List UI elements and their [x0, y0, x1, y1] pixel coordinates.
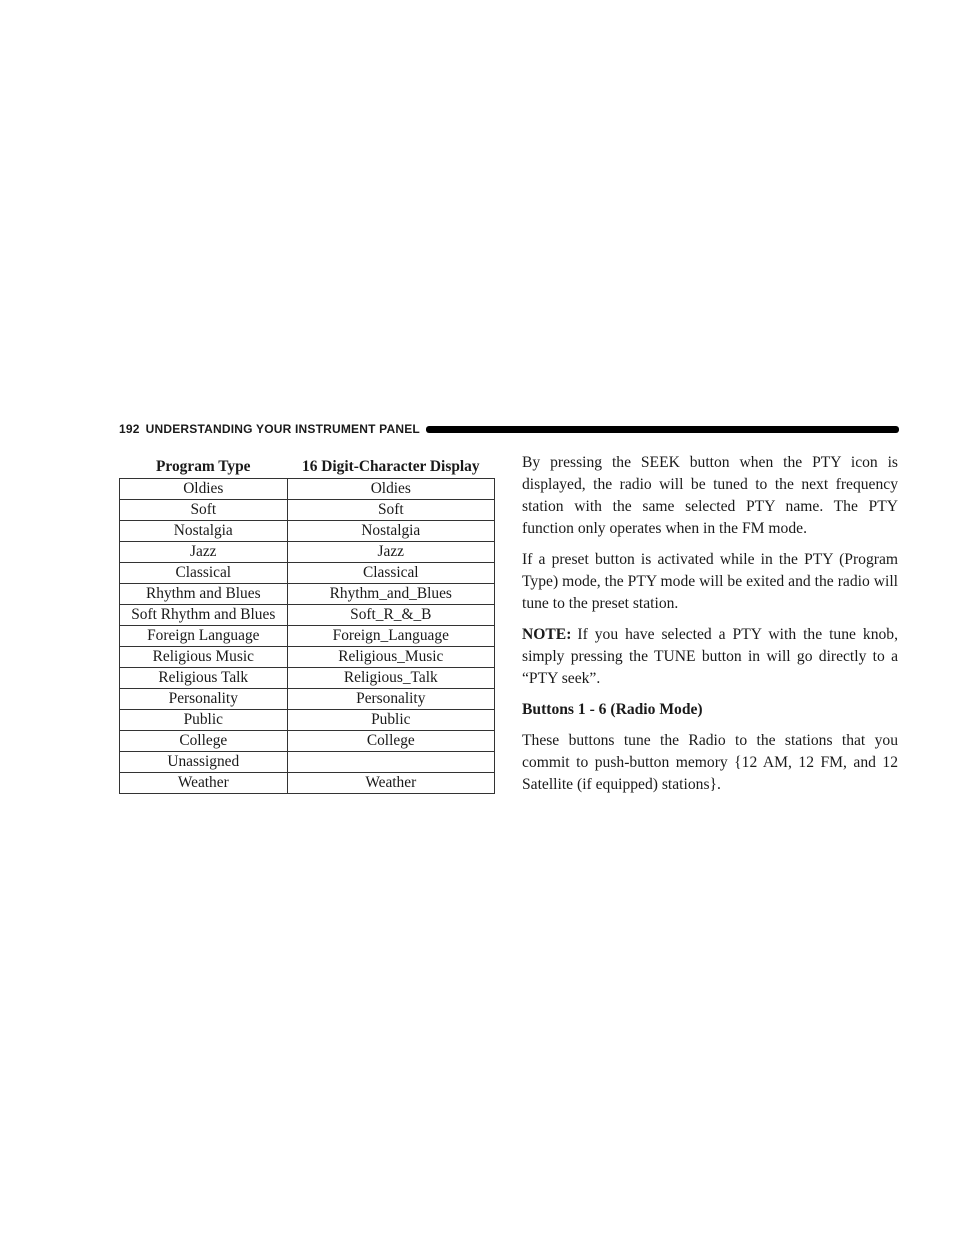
display-cell: Religious_Music — [287, 647, 494, 668]
display-cell: Rhythm_and_Blues — [287, 584, 494, 605]
program-type-cell: Religious Music — [120, 647, 288, 668]
program-type-cell: Public — [120, 710, 288, 731]
table-row — [120, 731, 495, 752]
program-type-cell: Jazz — [120, 542, 288, 563]
note-label: NOTE: — [522, 626, 572, 643]
note-paragraph — [522, 624, 898, 690]
program-type-cell: Unassigned — [120, 752, 288, 773]
section-title: UNDERSTANDING YOUR INSTRUMENT PANEL — [145, 422, 420, 436]
table-row — [120, 605, 495, 626]
table-row — [120, 584, 495, 605]
table-row — [120, 752, 495, 773]
program-type-cell: Personality — [120, 689, 288, 710]
page-number: 192 — [119, 422, 140, 436]
display-cell: Soft — [287, 500, 494, 521]
program-type-cell: Classical — [120, 563, 288, 584]
program-type-cell: Oldies — [120, 479, 288, 500]
table-row — [120, 500, 495, 521]
table-row — [120, 710, 495, 731]
display-cell: Oldies — [287, 479, 494, 500]
program-type-table — [119, 456, 495, 794]
program-type-cell: Soft Rhythm and Blues — [120, 605, 288, 626]
display-cell: Soft_R_&_B — [287, 605, 494, 626]
program-type-cell: Religious Talk — [120, 668, 288, 689]
table-row — [120, 668, 495, 689]
display-cell: Personality — [287, 689, 494, 710]
table-row — [120, 479, 495, 500]
seek-paragraph: By pressing the SEEK button when the PTY icon is displayed, the radio will be tuned to the next frequency station with the same selected PTY name. The PTY function only operates when in the FM mode. — [522, 454, 898, 537]
table-row — [120, 626, 495, 647]
header-rule — [426, 426, 899, 433]
table-header-row — [120, 456, 495, 479]
program-type-cell: Rhythm and Blues — [120, 584, 288, 605]
display-cell: Jazz — [287, 542, 494, 563]
table-row — [120, 542, 495, 563]
column-header-display: 16 Digit-Character Display — [302, 458, 480, 475]
table-row — [120, 647, 495, 668]
program-type-cell: Weather — [120, 773, 288, 794]
display-cell: College — [287, 731, 494, 752]
display-cell — [287, 752, 494, 773]
display-cell: Classical — [287, 563, 494, 584]
display-cell: Religious_Talk — [287, 668, 494, 689]
table-row — [120, 773, 495, 794]
program-type-cell: Nostalgia — [120, 521, 288, 542]
page-header — [119, 421, 899, 437]
table-row — [120, 689, 495, 710]
program-type-cell: College — [120, 731, 288, 752]
program-type-cell: Foreign Language — [120, 626, 288, 647]
table-row — [120, 563, 495, 584]
display-cell: Weather — [287, 773, 494, 794]
body-text-column — [522, 452, 898, 805]
preset-paragraph: If a preset button is activated while in the PTY (Program Type) mode, the PTY mode will be exited and the radio will tune to the preset station. — [522, 551, 898, 612]
display-cell: Nostalgia — [287, 521, 494, 542]
buttons-paragraph: These buttons tune the Radio to the stations that you commit to push-button memory {12 AM, 12 FM, and 12 Satellite (if equipped) stations}. — [522, 732, 898, 793]
buttons-subheading: Buttons 1 - 6 (Radio Mode) — [522, 701, 703, 718]
note-text: If you have selected a PTY with the tune knob, simply pressing the TUNE button in will go directly to a “PTY seek”. — [522, 626, 898, 687]
display-cell: Foreign_Language — [287, 626, 494, 647]
display-cell: Public — [287, 710, 494, 731]
table-row — [120, 521, 495, 542]
column-header-program-type: Program Type — [156, 458, 251, 475]
program-type-cell: Soft — [120, 500, 288, 521]
